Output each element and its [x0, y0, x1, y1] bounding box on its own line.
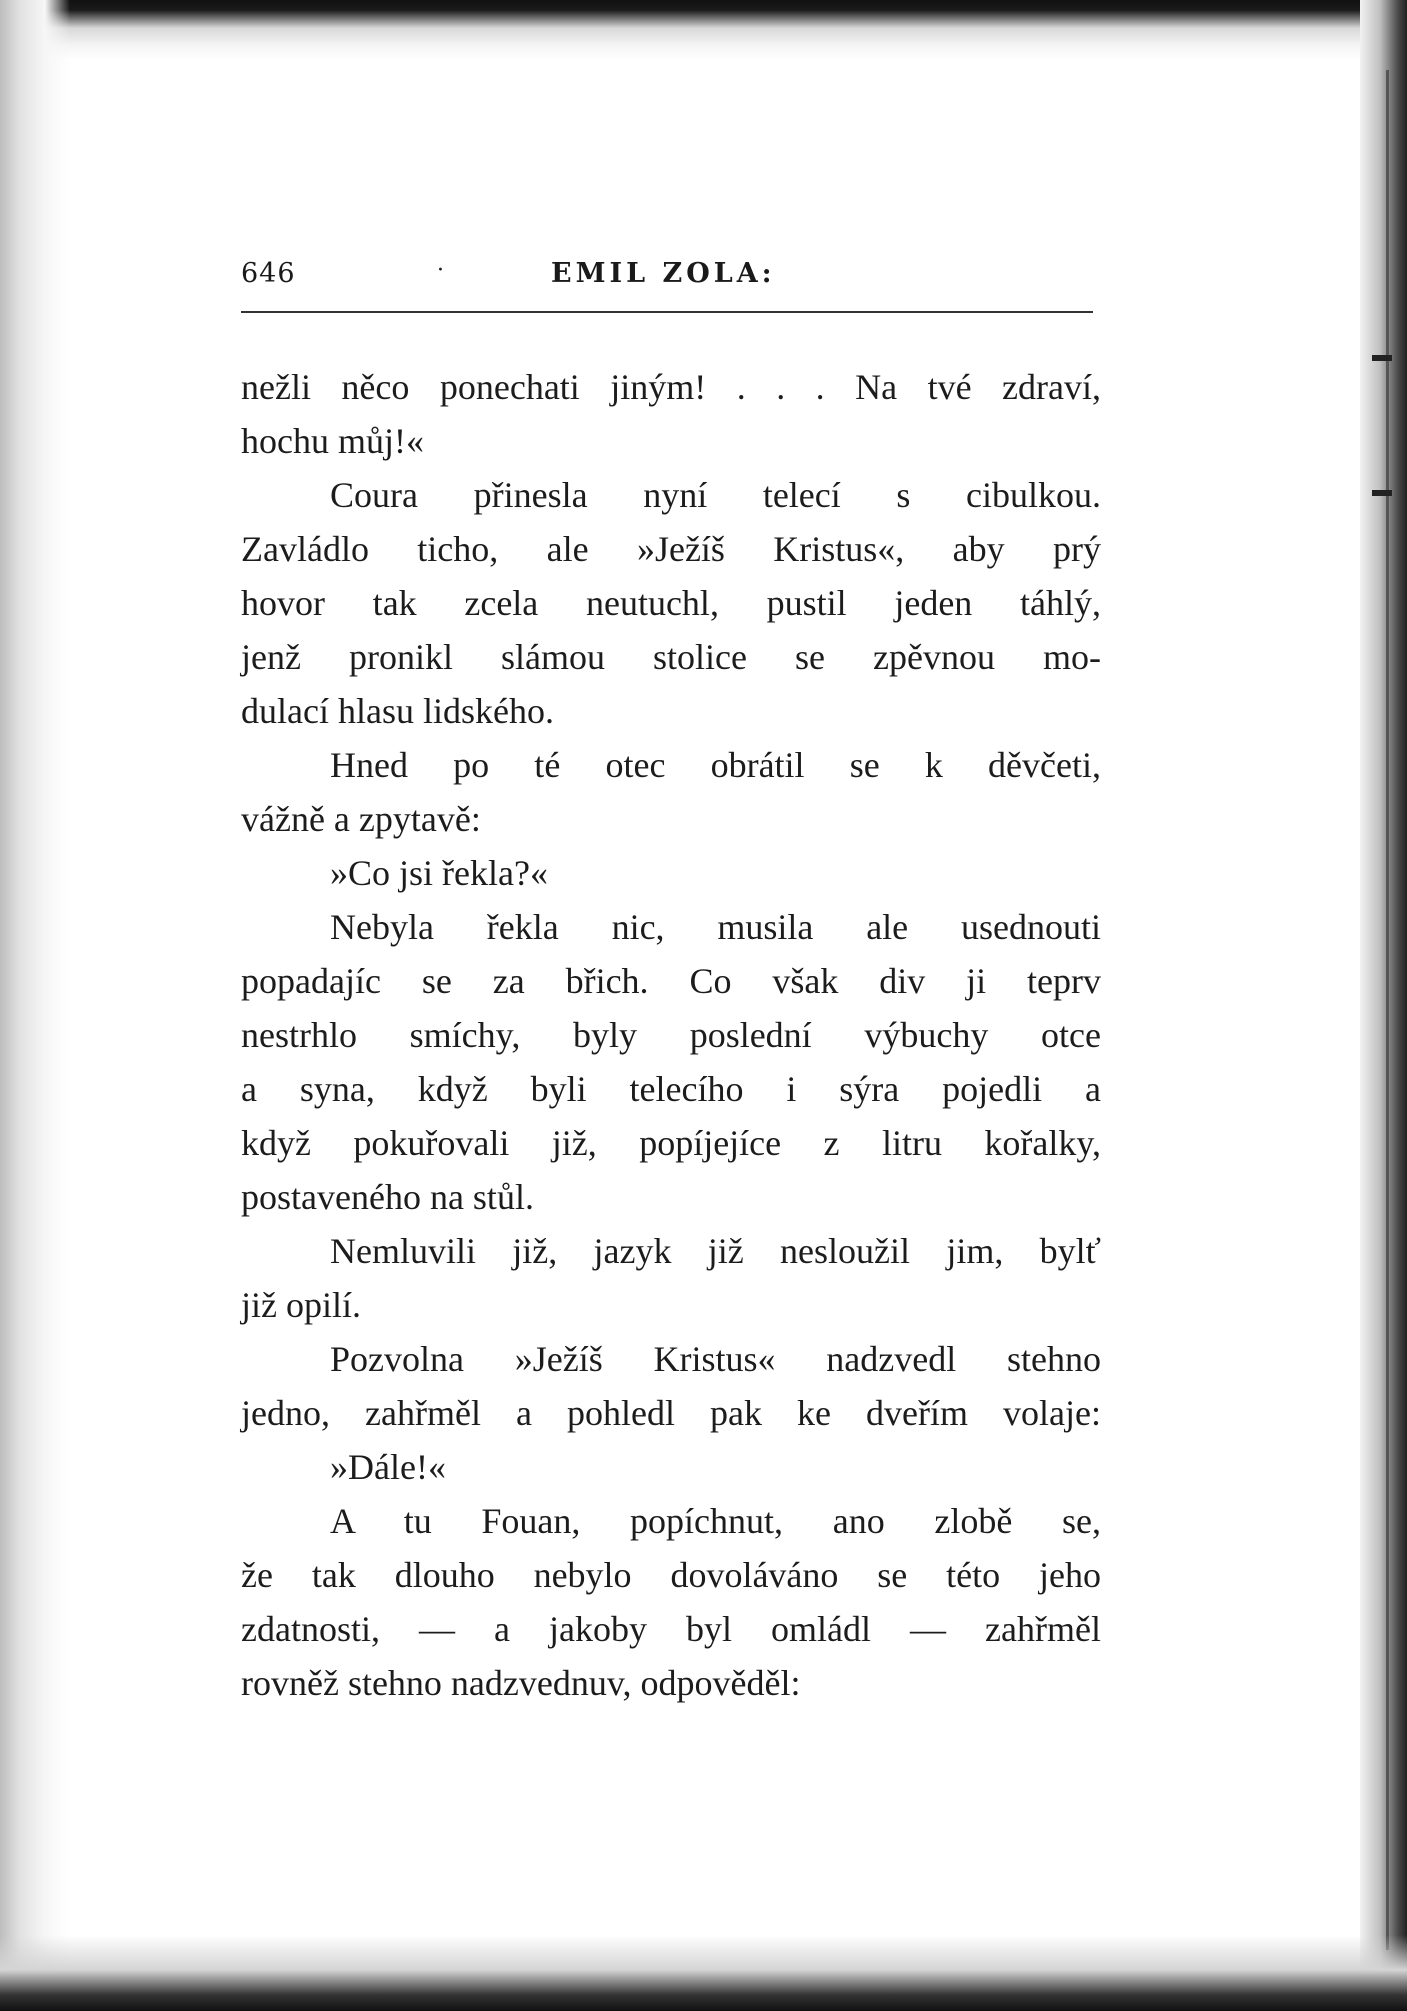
text-line: a syna, když byli telecího i sýra pojedli a — [241, 1069, 1101, 1109]
text-line: zdatnosti, — a jakoby byl omládl — zahřměl — [241, 1609, 1101, 1649]
text-line: jenž pronikl slámou stolice se zpěvnou mo- — [241, 637, 1101, 677]
text-line: »Dále!« — [330, 1447, 446, 1487]
text-line: již opilí. — [241, 1285, 361, 1325]
text-line: jedno, zahřměl a pohledl pak ke dveřím volaje: — [241, 1393, 1101, 1433]
page-number: 646 — [241, 258, 296, 289]
text-line: hovor tak zcela neutuchl, pustil jeden táhlý, — [241, 583, 1101, 623]
page-header — [241, 258, 1093, 300]
text-line: Nemluvili již, jazyk již nesloužil jim, bylť — [330, 1231, 1101, 1271]
text-line: rovněž stehno nadzvednuv, odpověděl: — [241, 1663, 801, 1703]
text-line: hochu můj!« — [241, 421, 424, 461]
running-title: EMIL ZOLA: — [551, 258, 776, 289]
header-separator: · — [437, 258, 444, 283]
header-rule — [241, 311, 1093, 313]
text-line: Coura přinesla nyní telecí s cibulkou. — [330, 475, 1101, 515]
text-line: A tu Fouan, popíchnut, ano zlobě se, — [330, 1501, 1101, 1541]
text-line: dulací hlasu lidského. — [241, 691, 554, 731]
text-line: když pokuřovali již, popíjejíce z litru kořalky, — [241, 1123, 1101, 1163]
text-line: že tak dlouho nebylo dovoláváno se této jeho — [241, 1555, 1101, 1595]
text-line: vážně a zpytavě: — [241, 799, 481, 839]
text-line: »Co jsi řekla?« — [330, 853, 548, 893]
text-line: popadajíc se za břich. Co však div ji teprv — [241, 961, 1101, 1001]
text-line: Nebyla řekla nic, musila ale usednouti — [330, 907, 1101, 947]
text-line: Hned po té otec obrátil se k děvčeti, — [330, 745, 1101, 785]
body-text — [241, 360, 1101, 1710]
text-line: nežli něco ponechati jiným! . . . Na tvé zdraví, — [241, 367, 1101, 407]
text-line: nestrhlo smíchy, byly poslední výbuchy otce — [241, 1015, 1101, 1055]
text-line: Zavládlo ticho, ale »Ježíš Kristus«, aby prý — [241, 529, 1101, 569]
text-line: Pozvolna »Ježíš Kristus« nadzvedl stehno — [330, 1339, 1101, 1379]
text-line: postaveného na stůl. — [241, 1177, 534, 1217]
